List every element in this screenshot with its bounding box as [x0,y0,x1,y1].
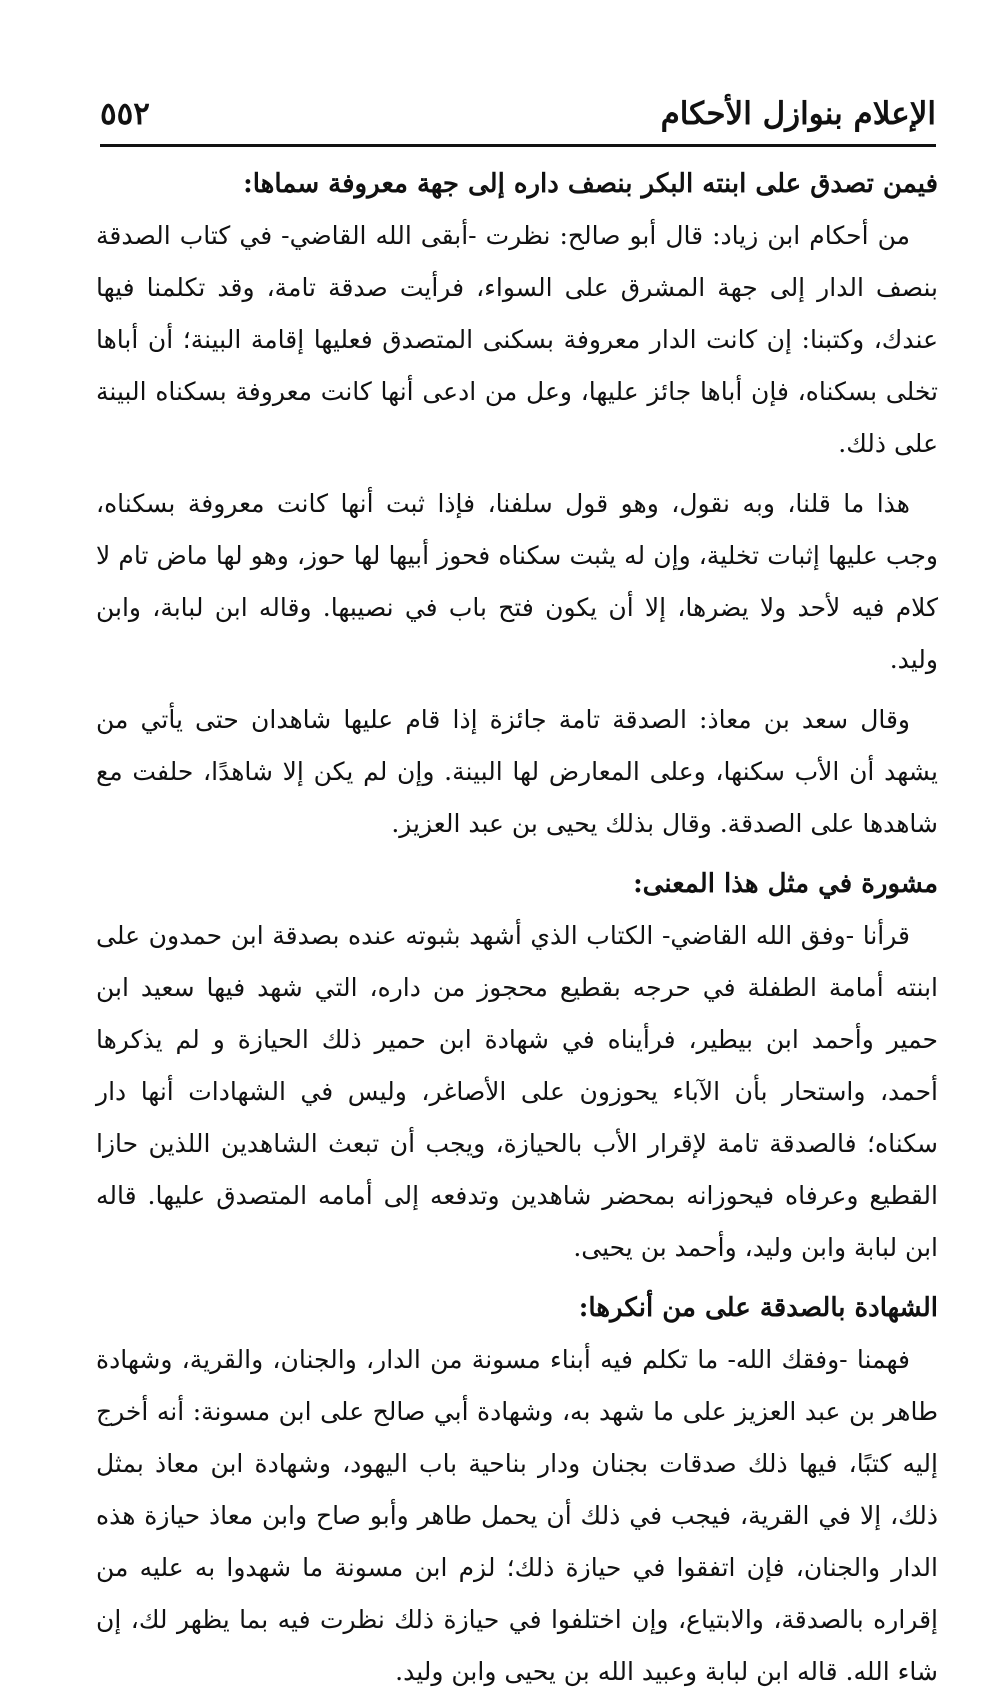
paragraph: فهمنا -وفقك الله- ما تكلم فيه أبناء مسونة من الدار، والجنان، والقرية، وشهادة طاهر بن عبد العزيز على ما شهد به، وشهادة أبي صالح على ابن مسونة: أنه أخرج إليه كتبًا، فيها ذلك صدقات بجنان ودار بناحية باب اليهود، وشهادة ابن معاذ بمثل ذلك، إلا في القرية، فيجب في ذلك أن يحمل طاهر وأبو صاح وابن معاذ حيازة هذه الدار والجنان، فإن اتفقوا في حيازة ذلك؛ لزم ابن مسونة ما شهدوا به عليه من إقراره بالصدقة، والابتياع، وإن اختلفوا في حيازة ذلك نظرت فيه بما يظهر لك، إن شاء الله. قاله ابن لبابة وعبيد الله بن يحيى وابن وليد. [96,1345,938,1686]
paragraph: هذا ما قلنا، وبه نقول، وهو قول سلفنا، فإذا ثبت أنها كانت معروفة بسكناه، وجب عليها إثبات تخلية، وإن له يثبت سكناه فحوز أبيها لها حوز، وهو لها ماض تام لا كلام فيه لأحد ولا يضرها، إلا أن يكون فتح باب في نصيبها. وقاله ابن لبابة، وابن وليد. [96,489,938,674]
header-divider [100,144,936,147]
page-body [96,158,938,1706]
paragraph: قرأنا -وفق الله القاضي- الكتاب الذي أشهد بثبوته عنده بصدقة ابن حمدون على ابنته أمامة الطفلة في حرجه بقطيع محجوز من داره، التي شهد فيها سعيد ابن حمير وأحمد ابن بيطير، فرأيناه في شهادة ابن حمير ذلك الحيازة و لم يذكرها أحمد، واستحار بأن الآباء يحوزون على الأصاغر، وليس في الشهادات أنها دار سكناه؛ فالصدقة تامة لإقرار الأب بالحيازة، ويجب أن تبعث الشاهدين اللذين حازا القطيع وعرفاه فيحوزانه بمحضر شاهدين وتدفعه إلى أمامه المتصدق عليها. قاله ابن لبابة وابن وليد، وأحمد بن يحيى. [96,921,938,1262]
section-1 [96,158,938,850]
section-2 [96,858,938,1274]
paragraph: وقال سعد بن معاذ: الصدقة تامة جائزة إذا قام عليها شاهدان حتى يأتي من يشهد أن الأب سكنها، وعلى المعارض لها البينة. وإن لم يكن إلا شاهدًا، حلفت مع شاهدها على الصدقة. وقال بذلك يحيى بن عبد العزيز. [96,705,938,838]
section-heading: مشورة في مثل هذا المعنى: [633,869,938,899]
section-3 [96,1282,938,1698]
paragraph: من أحكام ابن زياد: قال أبو صالح: نظرت -أبقى الله القاضي- في كتاب الصدقة بنصف الدار إلى جهة المشرق على السواء، فرأيت صدقة تامة، وقد تكلمنا فيها عندك، وكتبنا: إن كانت الدار معروفة بسكنى المتصدق فعليها إقامة البينة؛ أن أباها تخلى بسكناه، فإن أباها جائز عليها، وعل من ادعى أنها كانت معروفة بسكناه البينة على ذلك. [96,221,938,458]
section-heading: الشهادة بالصدقة على من أنكرها: [578,1293,938,1323]
page-number: ٥٥٢ [100,96,150,132]
book-title: الإعلام بنوازل الأحكام [660,96,936,132]
running-header [100,92,936,144]
section-heading: فيمن تصدق على ابنته البكر بنصف داره إلى جهة معروفة سماها: [243,169,938,199]
